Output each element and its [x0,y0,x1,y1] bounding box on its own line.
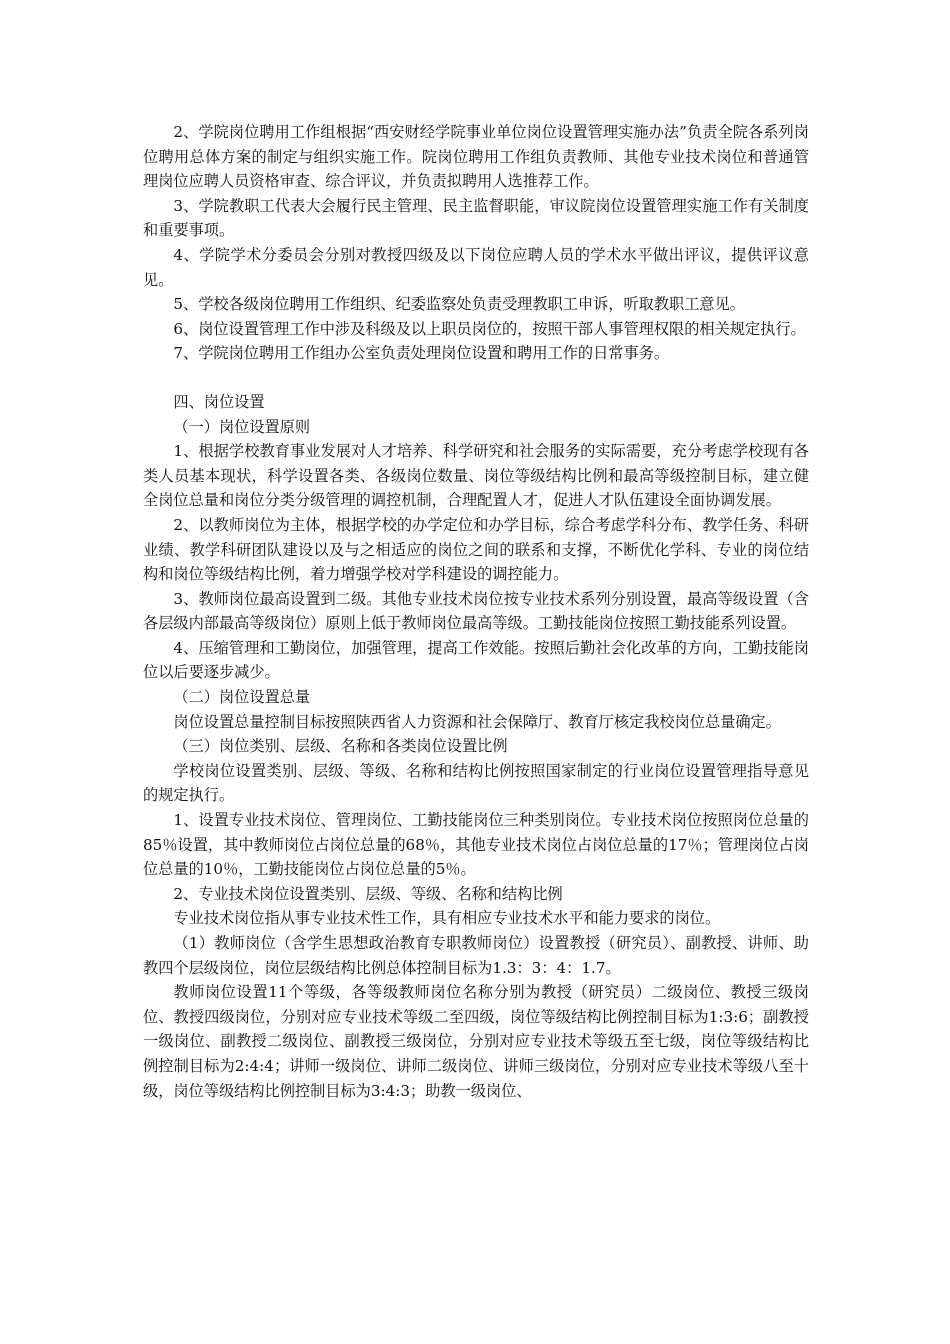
categories-item-2: 2、专业技术岗位设置类别、层级、等级、名称和结构比例 [173,884,563,903]
principle-item-4: 4、压缩管理和工勤岗位，加强管理，提高工作效能。按照后勤社会化改革的方向，工勤技能岗位以后要逐步减少。 [143,638,809,682]
categories-intro: 学校岗位设置类别、层级、等级、名称和结构比例按照国家制定的行业岗位设置管理指导意见的规定执行。 [143,761,809,805]
paragraph-item-3: 3、学院教职工代表大会履行民主管理、民主监督职能，审议院岗位设置管理实施工作有关制度和重要事项。 [143,196,809,240]
paragraph-item-7: 7、学院岗位聘用工作组办公室负责处理岗位设置和聘用工作的日常事务。 [173,344,670,363]
principle-item-3: 3、教师岗位最高设置到二级。其他专业技术岗位按专业技术系列分别设置，最高等级设置（含各层级内部最高等级岗位）原则上低于教师岗位最高等级。工勤技能岗位按照工勤技能系列设置。 [143,589,809,633]
paragraph-item-4: 4、学院学术分委员会分别对教授四级及以下岗位应聘人员的学术水平做出评议，提供评议意见。 [143,245,809,289]
section-heading: 四、岗位设置 [173,392,265,411]
paragraph-item-5: 5、学校各级岗位聘用工作组织、纪委监察处负责受理教职工申诉，听取教职工意见。 [173,295,745,314]
subsection-heading-total: （二）岗位设置总量 [173,688,311,707]
subsection-heading-categories: （三）岗位类别、层级、名称和各类岗位设置比例 [173,737,508,756]
principle-item-2: 2、以教师岗位为主体，根据学校的办学定位和办学目标，综合考虑学科分布、教学任务、科研业绩、教学科研团队建设以及与之相适应的岗位之间的联系和支撑，不断优化学科、专业的岗位结构和岗位等级结构比例，着力增强学校对学科建设的调控能力。 [143,515,809,584]
teacher-grades-paragraph: 教师岗位设置11个等级，各等级教师岗位名称分别为教授（研究员）二级岗位、教授三级岗位、教授四级岗位，分别对应专业技术等级二至四级，岗位等级结构比例控制目标为1:3:6；副教授一级岗位、副教授二级岗位、副教授三级岗位，分别对应专业技术等级五至七级，岗位等级结构比例控制目标为2:4:4；讲师一级岗位、讲师二级岗位、讲师三级岗位，分别对应专业技术等级八至十级，岗位等级结构比例控制目标为3:4:3；助教一级岗位、 [143,983,809,1100]
teacher-posts-paragraph: （1）教师岗位（含学生思想政治教育专职教师岗位）设置教授（研究员）、副教授、讲师、助教四个层级岗位，岗位层级结构比例总体控制目标为1.3：3：4：1.7。 [143,934,809,977]
paragraph-item-6: 6、岗位设置管理工作中涉及科级及以上职员岗位的，按照干部人事管理权限的相关规定执行。 [173,319,806,338]
subsection-heading-principles: （一）岗位设置原则 [173,417,311,436]
document-page [143,120,809,1103]
categories-item-1: 1、设置专业技术岗位、管理岗位、工勤技能岗位三种类别岗位。专业技术岗位按照岗位总量的85％设置，其中教师岗位占岗位总量的68％，其他专业技术岗位占岗位总量的17％；管理岗位占岗位总量的10％，工勤技能岗位占岗位总量的5％。 [143,811,809,879]
paragraph-item-2: 2、学院岗位聘用工作组根据“西安财经学院事业单位岗位设置管理实施办法”负责全院各系列岗位聘用总体方案的制定与组织实施工作。院岗位聘用工作组负责教师、其他专业技术岗位和普通管理岗位应聘人员资格审查、综合评议，并负责拟聘用人选推荐工作。 [143,123,809,191]
total-paragraph: 岗位设置总量控制目标按照陕西省人力资源和社会保障厅、教育厅核定我校岗位总量确定。 [173,712,781,731]
professional-post-definition: 专业技术岗位指从事专业技术性工作，具有相应专业技术水平和能力要求的岗位。 [173,909,721,928]
principle-item-1: 1、根据学校教育事业发展对人才培养、科学研究和社会服务的实际需要，充分考虑学校现有各类人员基本现状，科学设置各类、各级岗位数量、岗位等级结构比例和最高等级控制目标，建立健全岗位总量和岗位分类分级管理的调控机制，合理配置人才，促进人才队伍建设全面协调发展。 [143,442,809,510]
section-gap [143,366,809,390]
